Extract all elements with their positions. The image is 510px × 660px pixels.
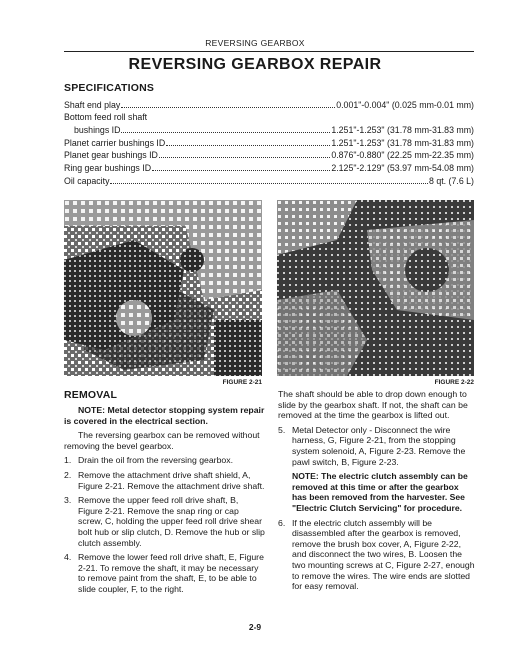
spec-row-bushings-id	[64, 123, 474, 136]
page-number: 2-9	[248, 622, 262, 632]
removal-step	[64, 495, 265, 548]
step-number: 4.	[64, 552, 72, 563]
removal-column	[64, 389, 265, 599]
spec-label: Planet gear bushings ID	[64, 150, 158, 161]
removal-step	[64, 455, 265, 466]
spec-value: 8 qt. (7.6 L)	[429, 175, 474, 186]
right-column	[278, 389, 475, 596]
spec-value: 0.876"-0.880" (22.25 mm-22.35 mm)	[331, 150, 474, 161]
spec-label: Oil capacity	[64, 175, 110, 186]
removal-step	[64, 470, 265, 491]
spec-value: 2.125"-2.129" (53.97 mm-54.08 mm)	[331, 162, 474, 173]
step-text: Metal Detector only - Disconnect the wire harness, G, Figure 2-21, from the stopping system solenoid, A, Figure 2-23. Remove the pawl switch, B, Figure 2-23.	[292, 424, 466, 467]
spec-label: Planet carrier bushings ID	[64, 137, 166, 148]
dot-leader	[159, 148, 330, 158]
removal-step-6	[278, 518, 475, 592]
dot-leader	[121, 98, 335, 108]
spec-row-shaft-end-play	[64, 98, 474, 111]
specifications-heading: SPECIFICATIONS	[64, 82, 155, 94]
specifications-table	[64, 98, 474, 186]
spec-row-bottom-feed-roll	[64, 111, 474, 124]
spec-row-planet-gear	[64, 148, 474, 161]
step-number: 3.	[64, 495, 72, 506]
running-header: REVERSING GEARBOX	[205, 38, 305, 48]
step-number: 5.	[278, 424, 286, 435]
removal-step	[64, 552, 265, 594]
electric-clutch-note: NOTE: The electric clutch assembly can be removed at this time or after the gearbox has been removed from the harvester. See "Electric Clutch Servicing" for procedure.	[292, 471, 468, 513]
dot-leader	[121, 123, 330, 133]
spec-label: Shaft end play	[64, 100, 121, 110]
step-text: If the electric clutch assembly will be disassembled after the gearbox is removed, remove the brush box cover, A, Figure 2-22, and disconnect the two wires, B. Loosen the two mounting screws at C, Figure 2-27, enough to remove the wires. The wire ends are slotted for easy removal.	[292, 517, 475, 592]
figure-2-22-photo	[277, 200, 474, 376]
figure-2-22-caption: FIGURE 2-22	[434, 379, 474, 386]
spec-row-planet-carrier	[64, 136, 474, 149]
step-text: Remove the lower feed roll drive shaft, E, Figure 2-21. To remove the shaft, it may be necessary to remove paint from the shaft, E, to be able to slide coupler, F, to the right.	[78, 552, 264, 594]
removal-steps	[64, 455, 265, 594]
removal-intro: The reversing gearbox can be removed without removing the bevel gearbox.	[64, 430, 260, 451]
spec-row-ring-gear	[64, 161, 474, 174]
dot-leader	[152, 161, 330, 171]
step-text: Drain the oil from the reversing gearbox.	[78, 455, 234, 466]
removal-step-5	[278, 425, 475, 467]
note-text: Metal detector stopping system repair is covered in the electrical section.	[64, 405, 265, 426]
spec-label: bushings ID	[74, 125, 121, 136]
dot-leader	[110, 174, 428, 184]
step-text: Remove the upper feed roll drive shaft, B, Figure 2-21. Remove the snap ring or cap screw, C, holding the upper feed roll drive shear bolt hub or slip clutch, D. Remove the hub or slip clutch assembly.	[78, 495, 265, 548]
spec-value: 1.251"-1.253" (31.78 mm-31.83 mm)	[331, 137, 474, 148]
spec-row-oil-capacity	[64, 174, 474, 187]
spec-value: 1.251"-1.253" (31.78 mm-31.83 mm)	[331, 125, 474, 136]
page-title: REVERSING GEARBOX REPAIR	[128, 56, 382, 73]
step-number: 6.	[278, 517, 286, 528]
note-prefix: NOTE:	[78, 405, 106, 415]
step-number: 1.	[64, 455, 72, 466]
spec-value: 0.001"-0.004" (0.025 mm-0.01 mm)	[336, 100, 474, 110]
figure-2-21-caption: FIGURE 2-21	[222, 379, 262, 386]
spec-label: Bottom feed roll shaft	[64, 111, 148, 122]
removal-note	[64, 405, 265, 426]
step4-continuation: The shaft should be able to drop down enough to slide by the gearbox shaft. If not, the shaft can be removed at the time the gearbox is lifted out.	[278, 389, 468, 421]
removal-heading: REMOVAL	[64, 389, 118, 401]
step-number: 2.	[64, 469, 72, 480]
spec-label: Ring gear bushings ID	[64, 162, 152, 173]
step-text: Remove the attachment drive shaft shield, A, Figure 2-21. Remove the attachment drive shaft.	[78, 469, 265, 491]
header-rule	[64, 51, 474, 52]
figure-2-21-photo	[64, 200, 262, 376]
dot-leader	[166, 136, 330, 146]
